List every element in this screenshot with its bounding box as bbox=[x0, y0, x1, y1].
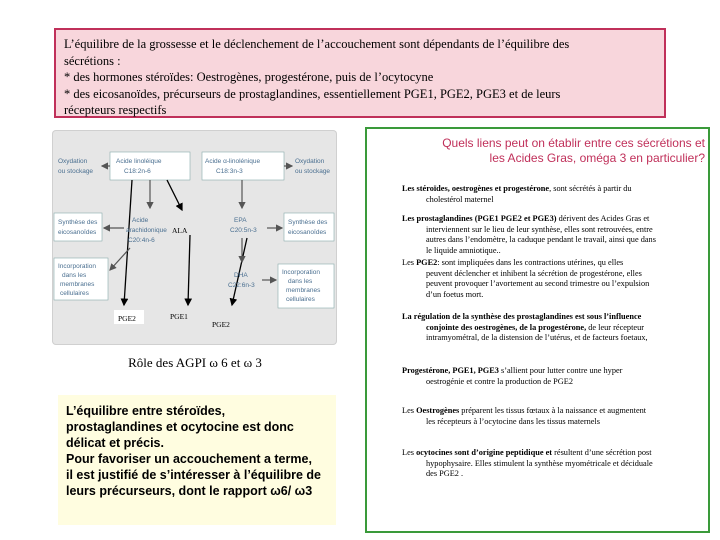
pge2-line: d’un foetus mort. bbox=[426, 289, 484, 299]
progesterone-line: oestrogénie et contre la production de PGE2 bbox=[426, 376, 573, 386]
fatty-acid-diagram bbox=[52, 130, 337, 345]
incorp-left-line4: cellulaires bbox=[60, 290, 89, 297]
pge2-prefix: Les bbox=[402, 258, 417, 267]
oxidation-right-line1: Oxydation bbox=[295, 158, 325, 165]
steroids-line: cholestérol maternel bbox=[426, 194, 494, 204]
paragraph-pge2 bbox=[402, 258, 704, 300]
pge2-line: peuvent déclencher et inhibent la sécrétion de progestérone, elles bbox=[426, 268, 642, 278]
incorp-left-line2: dans les bbox=[62, 272, 87, 279]
incorp-left-line3: membranes bbox=[60, 281, 95, 288]
summary-line: délicat et précis. bbox=[66, 436, 164, 450]
intro-line: récepteurs respectifs bbox=[64, 103, 167, 117]
oestrogens-prefix: Les bbox=[402, 406, 417, 415]
oestrogens-line: les récepteurs à l’ocytocine dans les tissus maternels bbox=[426, 416, 600, 426]
pge2-bold: PGE2 bbox=[416, 258, 438, 267]
oxidation-left-line1: Oxydation bbox=[58, 158, 88, 165]
synth-right-line1: Synthèse des bbox=[288, 219, 328, 226]
progesterone-rest: s’allient pour lutter contre une hyper bbox=[498, 366, 623, 375]
pge1-label: PGE1 bbox=[170, 312, 188, 321]
oxidation-left-box bbox=[54, 152, 100, 180]
incorp-right-line1: Incorporation bbox=[282, 269, 320, 276]
epa-line2: C20:5n-3 bbox=[230, 227, 257, 234]
ocytocines-rest: résultent d’une sécrétion post bbox=[552, 448, 652, 457]
ocytocines-bold: ocytocines sont d’origine peptidique et bbox=[416, 448, 553, 457]
intro-line: sécrétions : bbox=[64, 53, 121, 68]
oxidation-right-line2: ou stockage bbox=[295, 168, 331, 175]
summary-line: prostaglandines et ocytocine est donc bbox=[66, 420, 294, 434]
pge2-left-label: PGE2 bbox=[118, 314, 136, 323]
question-line: Quels liens peut on établir entre ces sécrétions et bbox=[442, 136, 705, 150]
intro-line: * des eicosanoïdes, précurseurs de prostaglandines, essentiellement PGE1, PGE2, PGE3 et de leurs bbox=[64, 86, 561, 101]
regulation-rest: de leur récepteur bbox=[586, 322, 644, 332]
epa-line1: EPA bbox=[234, 217, 247, 224]
oxidation-left-line2: ou stockage bbox=[58, 168, 94, 175]
pge2-line: peuvent provoquer l’avortement au second trimestre ou l’expulsion bbox=[426, 279, 650, 289]
paragraph-progesterone bbox=[402, 366, 704, 387]
question-heading bbox=[405, 136, 705, 166]
pge2-right-label: PGE2 bbox=[212, 320, 230, 329]
paragraph-regulation bbox=[402, 312, 704, 344]
alpha-linolenic-line1: Acide α-linolénique bbox=[205, 158, 261, 165]
incorp-right-line3: membranes bbox=[286, 287, 321, 294]
intro-line: L’équilibre de la grossesse et le déclenchement de l’accouchement sont dépendants de l’équilibre des bbox=[64, 37, 570, 51]
dha-line2: C22:6n-3 bbox=[228, 282, 255, 289]
prostaglandins-line: le liquide amniotique.. bbox=[426, 245, 501, 255]
oestrogens-bold: Oestrogènes bbox=[416, 406, 460, 415]
synth-left-line1: Synthèse des bbox=[58, 219, 98, 226]
synth-left-line2: eicosanoïdes bbox=[58, 229, 97, 236]
diagram-caption: Rôle des AGPI ω 6 et ω 3 bbox=[128, 355, 262, 370]
synth-right-box bbox=[284, 213, 334, 241]
prostaglandins-bold: Les prostaglandines (PGE1 PGE2 et PGE3) bbox=[402, 214, 557, 223]
summary-line: il est justifié de s’intéresser à l’équilibre de bbox=[66, 468, 321, 482]
summary-line: leurs précurseurs, dont le rapport ω6/ ω3 bbox=[66, 484, 313, 498]
incorp-right-line4: cellulaires bbox=[286, 296, 315, 303]
linoleic-line1: Acide linoléique bbox=[116, 158, 162, 165]
oestrogens-rest: préparent les tissus fœtaux à la naissance et augmentent bbox=[459, 406, 647, 415]
paragraph-ocytocines bbox=[402, 448, 704, 480]
prostaglandins-line: autres dans l’endomètre, la caduque pendant le travail, ainsi que dans bbox=[426, 235, 656, 245]
summary-line: Pour favoriser un accouchement a terme, bbox=[66, 452, 312, 466]
alpha-linolenic-box bbox=[202, 152, 284, 180]
incorp-right-line2: dans les bbox=[288, 278, 313, 285]
synth-left-box bbox=[54, 213, 102, 241]
arrow-to-ala bbox=[167, 180, 182, 210]
prostaglandins-rest: dérivent des Acides Gras et bbox=[556, 214, 650, 223]
ala-label: ALA bbox=[172, 226, 188, 235]
paragraph-prostaglandins bbox=[402, 214, 704, 256]
arachidonic-line3: C20:4n-6 bbox=[128, 237, 155, 244]
steroids-rest: , sont sécrétés à partir du bbox=[549, 184, 632, 193]
pge2-rest: : sont impliquées dans les contractions utérines, qu elles bbox=[437, 258, 624, 267]
question-line: les Acides Gras, oméga 3 en particulier? bbox=[489, 151, 705, 165]
summary-line: L’équilibre entre stéroïdes, bbox=[66, 404, 226, 418]
linoleic-line2: C18:2n-6 bbox=[124, 168, 151, 175]
regulation-bold-first: La régulation de la synthèse des prostaglandines est sous l’influence bbox=[402, 312, 642, 321]
dha-line1: DHA bbox=[234, 272, 248, 279]
arrow-ala-to-pge1 bbox=[188, 235, 190, 305]
arachidonic-line2: arachidonique bbox=[126, 227, 167, 234]
synth-right-line2: eicosanoïdes bbox=[288, 229, 327, 236]
ocytocines-line: des PGE2 . bbox=[426, 469, 464, 479]
regulation-bold-second: conjointe des oestrogènes, de la progestérone, bbox=[426, 322, 587, 332]
linoleic-box bbox=[110, 152, 190, 180]
intro-box bbox=[54, 28, 666, 118]
regulation-line: intramyométral, de la distension de l’utérus, et de facteurs foetaux, bbox=[426, 333, 648, 343]
paragraph-steroids bbox=[402, 184, 704, 205]
ocytocines-line: hypophysaire. Elles stimulent la synthèse myométricale et déciduale bbox=[426, 458, 653, 468]
diagram-svg bbox=[52, 130, 337, 345]
intro-line: * des hormones stéroïdes: Oestrogènes, progestérone, puis de l’ocytocyne bbox=[64, 70, 434, 84]
prostaglandins-line: interviennent sur le lieu de leur synthèse, elles sont retrouvées, entre bbox=[426, 224, 653, 234]
arachidonic-line1: Acide bbox=[132, 217, 149, 224]
paragraph-oestrogens bbox=[402, 406, 704, 427]
steroids-bold: Les stéroïdes, oestrogènes et progestérone bbox=[402, 184, 550, 193]
incorp-left-line1: Incorporation bbox=[58, 263, 96, 270]
ocytocines-prefix: Les bbox=[402, 448, 417, 457]
alpha-linolenic-line2: C18:3n-3 bbox=[216, 168, 243, 175]
summary-box bbox=[58, 395, 336, 525]
progesterone-bold: Progestérone, PGE1, PGE3 bbox=[402, 366, 499, 375]
